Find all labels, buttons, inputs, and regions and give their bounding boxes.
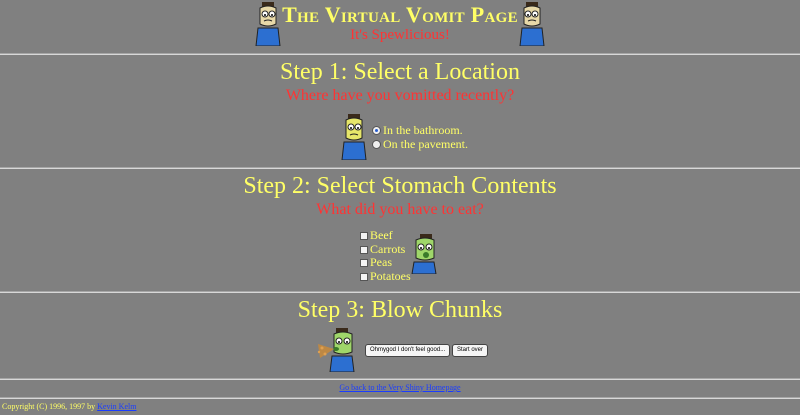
step3-title: Step 3: Blow Chunks (297, 297, 503, 323)
green-sick-man-icon (410, 234, 442, 274)
location-option-pavement[interactable] (372, 137, 468, 152)
step2-title: Step 2: Select Stomach Contents (243, 173, 557, 199)
checkbox-peas[interactable] (360, 259, 368, 267)
step2-subtitle: What did you have to eat? (316, 201, 484, 218)
page-header (0, 0, 800, 50)
contents-option-potatoes[interactable] (360, 269, 411, 284)
back-to-homepage-link[interactable]: Go back to the Very Shiny Homepage (339, 383, 461, 392)
copyright (2, 402, 136, 411)
option-label: In the bathroom. (383, 123, 463, 137)
contents-option-peas[interactable] (360, 255, 392, 270)
page-title: The Virtual Vomit Page (282, 2, 518, 27)
start-over-button[interactable]: Start over (452, 344, 488, 357)
divider-1 (0, 53, 800, 55)
location-option-bathroom[interactable] (372, 123, 463, 138)
vomit-button[interactable]: Ohmygod I don't feel good... (365, 344, 450, 357)
radio-pavement[interactable] (372, 140, 381, 149)
divider-5 (0, 397, 800, 399)
radio-bathroom[interactable] (372, 126, 381, 135)
copyright-text: Copyright (C) 1996, 1997 by (2, 402, 96, 411)
option-label: On the pavement. (383, 137, 468, 151)
checkbox-carrots[interactable] (360, 246, 368, 254)
sick-man-icon-step1 (338, 114, 370, 160)
divider-4 (0, 378, 800, 380)
step1-subtitle: Where have you vomitted recently? (285, 87, 515, 104)
step1-title: Step 1: Select a Location (280, 59, 520, 85)
sick-man-icon-right (514, 2, 546, 46)
page-subtitle: It's Spewlicious! (350, 27, 450, 43)
option-label: Carrots (370, 242, 406, 256)
option-label: Potatoes (370, 269, 411, 283)
contents-option-beef[interactable] (360, 228, 393, 243)
author-link[interactable]: Kevin Kelm (97, 402, 137, 411)
divider-3 (0, 291, 800, 293)
option-label: Peas (370, 255, 392, 269)
option-label: Beef (370, 228, 393, 242)
divider-2 (0, 167, 800, 169)
checkbox-potatoes[interactable] (360, 273, 368, 281)
back-link-row (0, 383, 800, 392)
checkbox-beef[interactable] (360, 232, 368, 240)
vomiting-man-icon (316, 328, 360, 372)
